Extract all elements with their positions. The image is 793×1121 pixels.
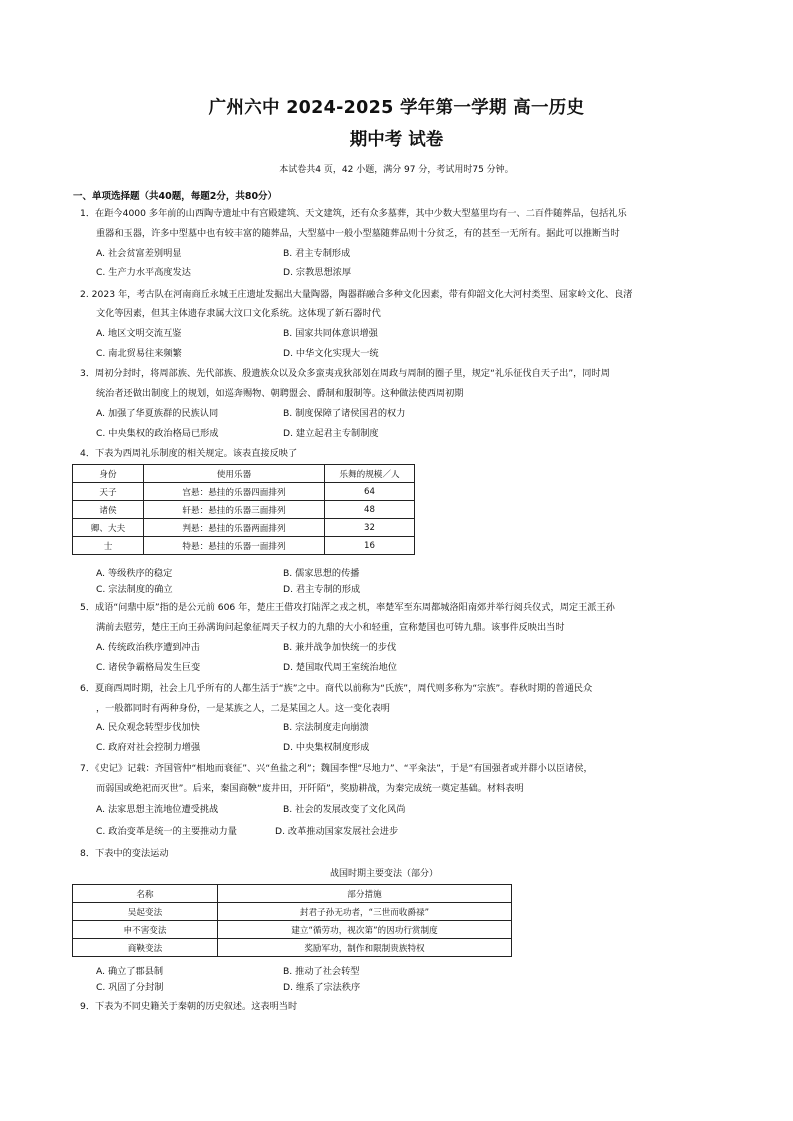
q2-option-a: A. 地区文明交流互鉴 <box>96 328 182 339</box>
q2-stem-line1: 2. 2023 年，考古队在河南商丘永城王庄遗址发掘出大量陶器，陶器群融合多种文化因素，带有仰韶文化大河村类型、屈家岭文化、良渚 <box>80 289 633 300</box>
q4-option-d: D. 君主专制的形成 <box>283 584 361 595</box>
table-header-cell: 身份 <box>73 465 144 483</box>
q7-option-d: D. 改革推动国家发展社会进步 <box>275 826 399 837</box>
table-header-row <box>73 465 415 483</box>
table-cell: 32 <box>325 519 415 537</box>
table-header-cell: 名称 <box>73 885 218 903</box>
q3-option-a: A. 加强了华夏族群的民族认同 <box>96 408 219 419</box>
table-cell: 宫悬：悬挂的乐器四面排列 <box>144 483 325 501</box>
table-header-cell: 使用乐器 <box>144 465 325 483</box>
table-header-cell: 部分措施 <box>218 885 512 903</box>
table-cell: 建立“循劳功，视次第”的因功行赏制度 <box>218 921 512 939</box>
q1-stem-line2: 重器和玉器，许多中型墓中也有较丰富的随葬品，大型墓中一般小型墓随葬品则十分贫乏，有的甚至一无所有。据此可以推断当时 <box>96 228 620 239</box>
q8-option-d: D. 维系了宗法秩序 <box>283 982 361 993</box>
q5-option-b: B. 兼并战争加快统一的步伐 <box>283 642 397 653</box>
q1-option-a: A. 社会贫富差别明显 <box>96 248 182 259</box>
q4-option-a: A. 等级秩序的稳定 <box>96 568 173 579</box>
table-cell: 天子 <box>73 483 144 501</box>
q2-option-b: B. 国家共同体意识增强 <box>283 328 378 339</box>
exam-title: 广州六中 2024-2025 学年第一学期 高一历史 <box>208 98 585 118</box>
q3-option-c: C. 中央集权的政治格局已形成 <box>96 428 219 439</box>
q8-option-a: A. 确立了郡县制 <box>96 966 164 977</box>
table-row <box>73 537 415 555</box>
table-cell: 特悬：悬挂的乐器一面排列 <box>144 537 325 555</box>
q7-option-c: C. 政治变革是统一的主要推动力量 <box>96 826 237 837</box>
table-row <box>73 903 512 921</box>
q8-table-caption: 战国时期主要变法（部分） <box>330 869 439 879</box>
table-cell: 封君子孙无功者，“三世而收爵禄” <box>218 903 512 921</box>
table-row <box>73 483 415 501</box>
q2-option-d: D. 中华文化实现大一统 <box>283 348 379 359</box>
q1-stem-line1: 1．在距今4000 多年前的山西陶寺遗址中有宫殿建筑、天文建筑，还有众多墓葬，其中少数大型墓里均有一、二百件随葬品，包括礼乐 <box>80 208 627 219</box>
q5-stem-line2: 满前去慰劳，楚庄王向王孙满询问起象征周天子权力的九鼎的大小和轻重，宣称楚国也可铸九鼎。该事件反映出当时 <box>96 622 565 633</box>
table-row <box>73 939 512 957</box>
table-header-row <box>73 885 512 903</box>
table-cell: 64 <box>325 483 415 501</box>
table-row <box>73 501 415 519</box>
q5-option-c: C. 诸侯争霸格局发生巨变 <box>96 662 201 673</box>
table-cell: 轩悬：悬挂的乐器三面排列 <box>144 501 325 519</box>
q7-option-b: B. 社会的发展改变了文化风尚 <box>283 804 406 815</box>
exam-subtitle: 期中考 试卷 <box>349 130 444 150</box>
table-cell: 申不害变法 <box>73 921 218 939</box>
q9-stem: 9．下表为不同史籍关于秦朝的历史叙述。这表明当时 <box>80 1001 298 1012</box>
q3-option-d: D. 建立起君主专制制度 <box>283 428 379 439</box>
q7-option-a: A. 法家思想主流地位遭受挑战 <box>96 804 219 815</box>
q6-option-c: C. 政府对社会控制力增强 <box>96 742 201 753</box>
q3-option-b: B. 制度保障了诸侯国君的权力 <box>283 408 406 419</box>
q3-stem-line1: 3．周初分封时，将周部族、先代部族、殷遗族众以及众多蛮夷戎狄部划在周政与周制的圈子里，规定“礼乐征伐自天子出”，同时周 <box>80 368 610 379</box>
table-cell: 卿、大夫 <box>73 519 144 537</box>
q4-option-b: B. 儒家思想的传播 <box>283 568 360 579</box>
q8-option-b: B. 推动了社会转型 <box>283 966 360 977</box>
q6-stem-line2: ，一般都同时有两种身份，一是某族之人，二是某国之人。这一变化表明 <box>96 703 390 714</box>
q5-option-a: A. 传统政治秩序遭到冲击 <box>96 642 200 653</box>
table-cell: 判悬：悬挂的乐器两面排列 <box>144 519 325 537</box>
table-cell: 奖励军功，制作和限制贵族特权 <box>218 939 512 957</box>
q2-stem-line2: 文化等因素，但其主体遗存隶属大汶口文化系统。这体现了新石器时代 <box>96 308 381 319</box>
q6-stem-line1: 6．夏商西周时期，社会上几乎所有的人都生活于“族”之中。商代以前称为“氏族”，周代则多称为“宗族”。春秋时期的普通民众 <box>80 683 593 694</box>
q6-option-b: B. 宗法制度走向崩溃 <box>283 722 369 733</box>
q7-stem-line2: 而弱国或绝祀而灭世”。后来，秦国商鞅“废井田，开阡陌”，奖励耕战，为秦完成统一奠定基础。材料表明 <box>96 783 524 794</box>
q3-stem-line2: 统治者还做出制度上的规划，如巡奔赐物、朝聘盟会、爵制和服制等。这种做法使西周初期 <box>96 388 464 399</box>
q6-option-d: D. 中央集权制度形成 <box>283 742 370 753</box>
q8-stem: 8．下表中的变法运动 <box>80 848 169 859</box>
q4-stem: 4．下表为西周礼乐制度的相关规定。该表直接反映了 <box>80 448 298 459</box>
table-cell: 诸侯 <box>73 501 144 519</box>
exam-note: 本试卷共4 页，42 小题，满分 97 分，考试用时75 分钟。 <box>279 165 514 175</box>
q1-option-d: D. 宗教思想浓厚 <box>283 267 352 278</box>
table-cell: 48 <box>325 501 415 519</box>
section-heading: 一、单项选择题（共40题，每题2分，共80分） <box>73 191 278 202</box>
table-cell: 商鞅变法 <box>73 939 218 957</box>
table-cell: 士 <box>73 537 144 555</box>
q1-option-b: B. 君主专制形成 <box>283 248 351 259</box>
q8-option-c: C. 巩固了分封制 <box>96 982 164 993</box>
q6-option-a: A. 民众观念转型步伐加快 <box>96 722 200 733</box>
q7-stem-line1: 7．《史记》记载：齐国管仲“相地而衰征”、兴“鱼盐之利”；魏国李悝“尽地力”、“平籴法”，于是“有国强者或并群小以臣诸侯， <box>80 763 593 774</box>
q4-option-c: C. 宗法制度的确立 <box>96 584 173 595</box>
q1-option-c: C. 生产力水平高度发达 <box>96 267 191 278</box>
table-cell: 吴起变法 <box>73 903 218 921</box>
q5-stem-line1: 5．成语“问鼎中原”指的是公元前 606 年，楚庄王借攻打陆浑之戎之机，率楚军至东周都城洛阳南郊并举行阅兵仪式，周定王派王孙 <box>80 602 615 613</box>
q8-table <box>72 884 512 957</box>
table-cell: 16 <box>325 537 415 555</box>
q4-table <box>72 464 415 555</box>
table-header-cell: 乐舞的规模／人 <box>325 465 415 483</box>
q2-option-c: C. 南北贸易往来频繁 <box>96 348 182 359</box>
q5-option-d: D. 楚国取代周王室统治地位 <box>283 662 397 673</box>
table-row <box>73 921 512 939</box>
table-row <box>73 519 415 537</box>
